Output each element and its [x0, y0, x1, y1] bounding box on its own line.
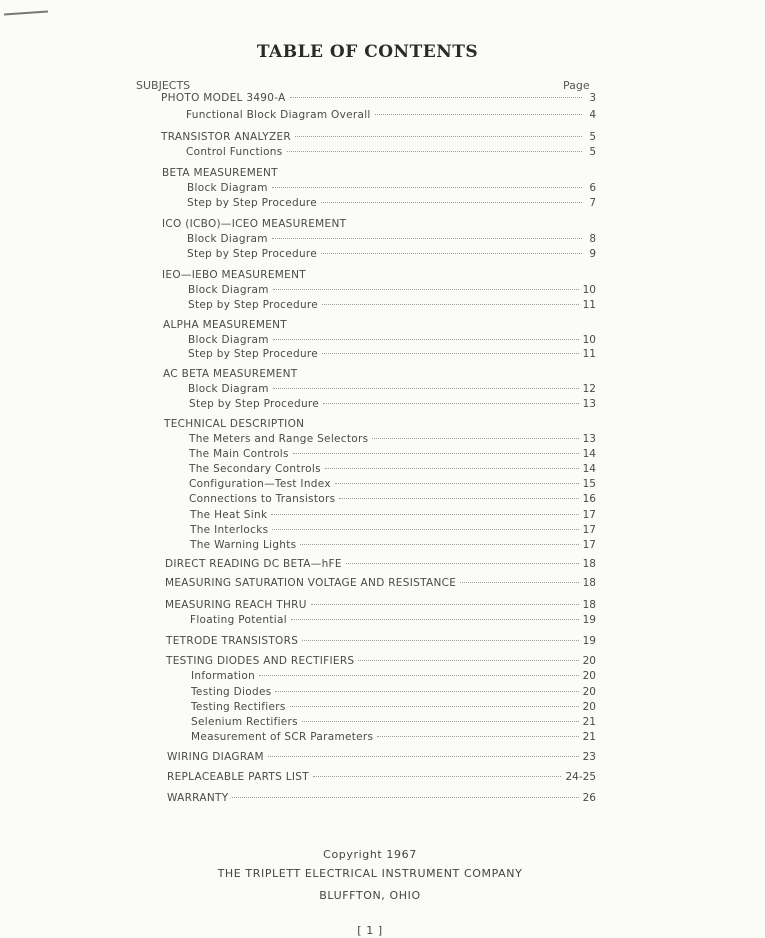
toc-entry	[187, 233, 596, 246]
toc-entry-page: 10	[582, 334, 596, 346]
toc-entry-page: 7	[589, 197, 596, 209]
dot-leader	[321, 201, 582, 203]
toc-entry	[189, 493, 596, 506]
toc-entry-label: WARRANTY	[167, 792, 229, 804]
toc-entry-page: 21	[582, 731, 596, 743]
footer-page-number: [ 1 ]	[357, 924, 383, 937]
dot-leader	[290, 96, 582, 98]
toc-entry	[190, 524, 596, 537]
toc-entry-page: 19	[582, 635, 596, 647]
toc-entry-page: 17	[582, 539, 596, 551]
toc-entry-label: Step by Step Procedure	[187, 197, 318, 209]
toc-entry-label: Step by Step Procedure	[188, 299, 319, 311]
toc-entry-label: Floating Potential	[190, 614, 287, 626]
toc-entry	[165, 577, 596, 590]
scan-artifact	[4, 10, 48, 15]
toc-entry-label: Block Diagram	[188, 383, 269, 395]
toc-entry-label: Block Diagram	[187, 182, 268, 194]
dot-leader	[272, 528, 578, 530]
dot-leader	[293, 452, 579, 454]
toc-entry	[188, 383, 596, 396]
toc-entry	[191, 701, 596, 714]
toc-entry-label: TRANSISTOR ANALYZER	[161, 131, 291, 143]
toc-entry-label: TECHNICAL DESCRIPTION	[164, 418, 305, 430]
toc-entry	[162, 218, 596, 231]
toc-entry-page: 19	[582, 614, 596, 626]
toc-entry-page: 21	[582, 716, 596, 728]
dot-leader	[272, 186, 582, 188]
toc-entry-page: 17	[582, 509, 596, 521]
toc-entry	[164, 418, 596, 431]
toc-entry	[163, 368, 596, 381]
dot-leader	[375, 113, 582, 115]
dot-leader	[323, 402, 579, 404]
toc-entry	[189, 448, 596, 461]
toc-entry	[162, 167, 596, 180]
toc-entry-page: 14	[582, 448, 596, 460]
dot-leader	[259, 674, 579, 676]
toc-entry-label: ALPHA MEASUREMENT	[163, 319, 287, 331]
toc-entry-page: 8	[589, 233, 596, 245]
toc-entry-page: 18	[582, 558, 596, 570]
toc-entry-page: 14	[582, 463, 596, 475]
toc-entry-page: 11	[582, 299, 596, 311]
toc-entry-page: 23	[582, 751, 596, 763]
dot-leader	[273, 338, 579, 340]
dot-leader	[302, 639, 578, 641]
toc-entry	[167, 771, 596, 784]
toc-entry	[188, 299, 596, 312]
toc-entry-page: 20	[582, 670, 596, 682]
toc-entry	[190, 539, 596, 552]
toc-entry	[162, 269, 596, 282]
toc-entry	[165, 599, 596, 612]
toc-entry	[165, 558, 596, 571]
toc-entry-label: MEASURING REACH THRU	[165, 599, 307, 611]
toc-entry	[191, 686, 596, 699]
toc-entry-page: 5	[589, 131, 596, 143]
toc-entry-label: Measurement of SCR Parameters	[191, 731, 374, 743]
toc-entry	[190, 509, 596, 522]
page-title: TABLE OF CONTENTS	[256, 42, 479, 62]
toc-entry-page: 24-25	[565, 771, 596, 783]
dot-leader	[271, 513, 578, 515]
toc-entry-label: BETA MEASUREMENT	[162, 167, 278, 179]
toc-entry	[188, 348, 596, 361]
toc-entry-label: Block Diagram	[188, 284, 269, 296]
toc-entry-label: Testing Diodes	[191, 686, 272, 698]
toc-entry-label: The Warning Lights	[190, 539, 297, 551]
toc-entry	[161, 92, 596, 105]
page-header: Page	[563, 79, 590, 92]
toc-entry	[189, 463, 596, 476]
dot-leader	[300, 543, 578, 545]
toc-entry-page: 20	[582, 686, 596, 698]
toc-entry-page: 12	[582, 383, 596, 395]
toc-entry-page: 13	[582, 433, 596, 445]
toc-entry	[189, 398, 596, 411]
toc-entry-label: MEASURING SATURATION VOLTAGE AND RESISTANCE	[165, 577, 457, 589]
dot-leader	[346, 562, 579, 564]
toc-entry-label: ICO (ICBO)—ICEO MEASUREMENT	[162, 218, 347, 230]
dot-leader	[358, 659, 578, 661]
dot-leader	[311, 603, 579, 605]
dot-leader	[268, 755, 579, 757]
toc-entry	[191, 716, 596, 729]
toc-entry-page: 10	[582, 284, 596, 296]
footer-company: THE TRIPLETT ELECTRICAL INSTRUMENT COMPANY	[217, 867, 523, 880]
toc-entry	[187, 197, 596, 210]
toc-entry	[166, 635, 596, 648]
footer-copyright: Copyright 1967	[323, 848, 417, 861]
toc-entry	[186, 146, 596, 159]
toc-entry	[188, 334, 596, 347]
toc-entry	[163, 319, 596, 332]
toc-entry-page: 4	[589, 109, 596, 121]
toc-entry	[186, 109, 596, 122]
dot-leader	[325, 467, 579, 469]
toc-entry-label: PHOTO MODEL 3490-A	[161, 92, 286, 104]
toc-entry-label: The Main Controls	[189, 448, 289, 460]
toc-entry-page: 20	[582, 655, 596, 667]
toc-entry-page: 13	[582, 398, 596, 410]
toc-entry-page: 17	[582, 524, 596, 536]
toc-entry-label: TESTING DIODES AND RECTIFIERS	[166, 655, 355, 667]
dot-leader	[321, 252, 582, 254]
toc-entry-page: 18	[582, 577, 596, 589]
toc-entry	[167, 751, 596, 764]
toc-entry-page: 11	[582, 348, 596, 360]
dot-leader	[287, 150, 582, 152]
toc-entry-page: 6	[589, 182, 596, 194]
dot-leader	[302, 720, 579, 722]
toc-entry	[189, 433, 596, 446]
toc-entry-label: Block Diagram	[187, 233, 268, 245]
toc-entry-label: Block Diagram	[188, 334, 269, 346]
toc-entry-label: The Heat Sink	[190, 509, 268, 521]
toc-entry	[161, 131, 596, 144]
dot-leader	[460, 581, 578, 583]
toc-entry-label: TETRODE TRANSISTORS	[166, 635, 299, 647]
toc-entry-label: The Secondary Controls	[189, 463, 321, 475]
toc-entry-page: 26	[582, 792, 596, 804]
toc-entry	[188, 284, 596, 297]
toc-entry-page: 15	[582, 478, 596, 490]
dot-leader	[291, 618, 579, 620]
toc-entry-label: Information	[191, 670, 256, 682]
dot-leader	[232, 796, 578, 798]
toc-entry-label: WIRING DIAGRAM	[167, 751, 264, 763]
toc-entry-page: 5	[589, 146, 596, 158]
dot-leader	[322, 303, 579, 305]
dot-leader	[313, 775, 562, 777]
toc-entry	[189, 478, 596, 491]
dot-leader	[322, 352, 579, 354]
dot-leader	[273, 288, 579, 290]
toc-entry-label: The Interlocks	[190, 524, 269, 536]
toc-entry-page: 18	[582, 599, 596, 611]
dot-leader	[295, 135, 582, 137]
dot-leader	[272, 237, 582, 239]
toc-entry-label: REPLACEABLE PARTS LIST	[167, 771, 309, 783]
toc-entry	[187, 248, 596, 261]
toc-entry-page: 3	[589, 92, 596, 104]
dot-leader	[339, 497, 578, 499]
toc-entry	[187, 182, 596, 195]
toc-entry-label: Connections to Transistors	[189, 493, 336, 505]
toc-entry	[191, 670, 596, 683]
toc-entry	[167, 792, 596, 805]
dot-leader	[377, 735, 578, 737]
toc-entry-label: Step by Step Procedure	[187, 248, 318, 260]
toc-entry-label: Step by Step Procedure	[188, 348, 319, 360]
toc-entry	[191, 731, 596, 744]
toc-entry-label: Selenium Rectifiers	[191, 716, 298, 728]
dot-leader	[273, 387, 579, 389]
toc-entry-label: AC BETA MEASUREMENT	[163, 368, 298, 380]
toc-entry-label: IEO—IEBO MEASUREMENT	[162, 269, 306, 281]
dot-leader	[372, 437, 578, 439]
dot-leader	[335, 482, 579, 484]
toc-entry-label: DIRECT READING DC BETA—hFE	[165, 558, 342, 570]
toc-entry-page: 16	[582, 493, 596, 505]
toc-entry-page: 20	[582, 701, 596, 713]
toc-entry-label: Step by Step Procedure	[189, 398, 320, 410]
toc-entry	[190, 614, 596, 627]
dot-leader	[290, 705, 579, 707]
toc-entry-label: Control Functions	[186, 146, 283, 158]
toc-entry-label: The Meters and Range Selectors	[189, 433, 369, 445]
subjects-header: SUBJECTS	[136, 79, 191, 92]
toc-entry-label: Configuration—Test Index	[189, 478, 331, 490]
toc-entry	[166, 655, 596, 668]
toc-entry-page: 9	[589, 248, 596, 260]
toc-entry-label: Functional Block Diagram Overall	[186, 109, 371, 121]
footer-location: BLUFFTON, OHIO	[319, 889, 421, 902]
toc-entry-label: Testing Rectifiers	[191, 701, 286, 713]
dot-leader	[275, 690, 578, 692]
